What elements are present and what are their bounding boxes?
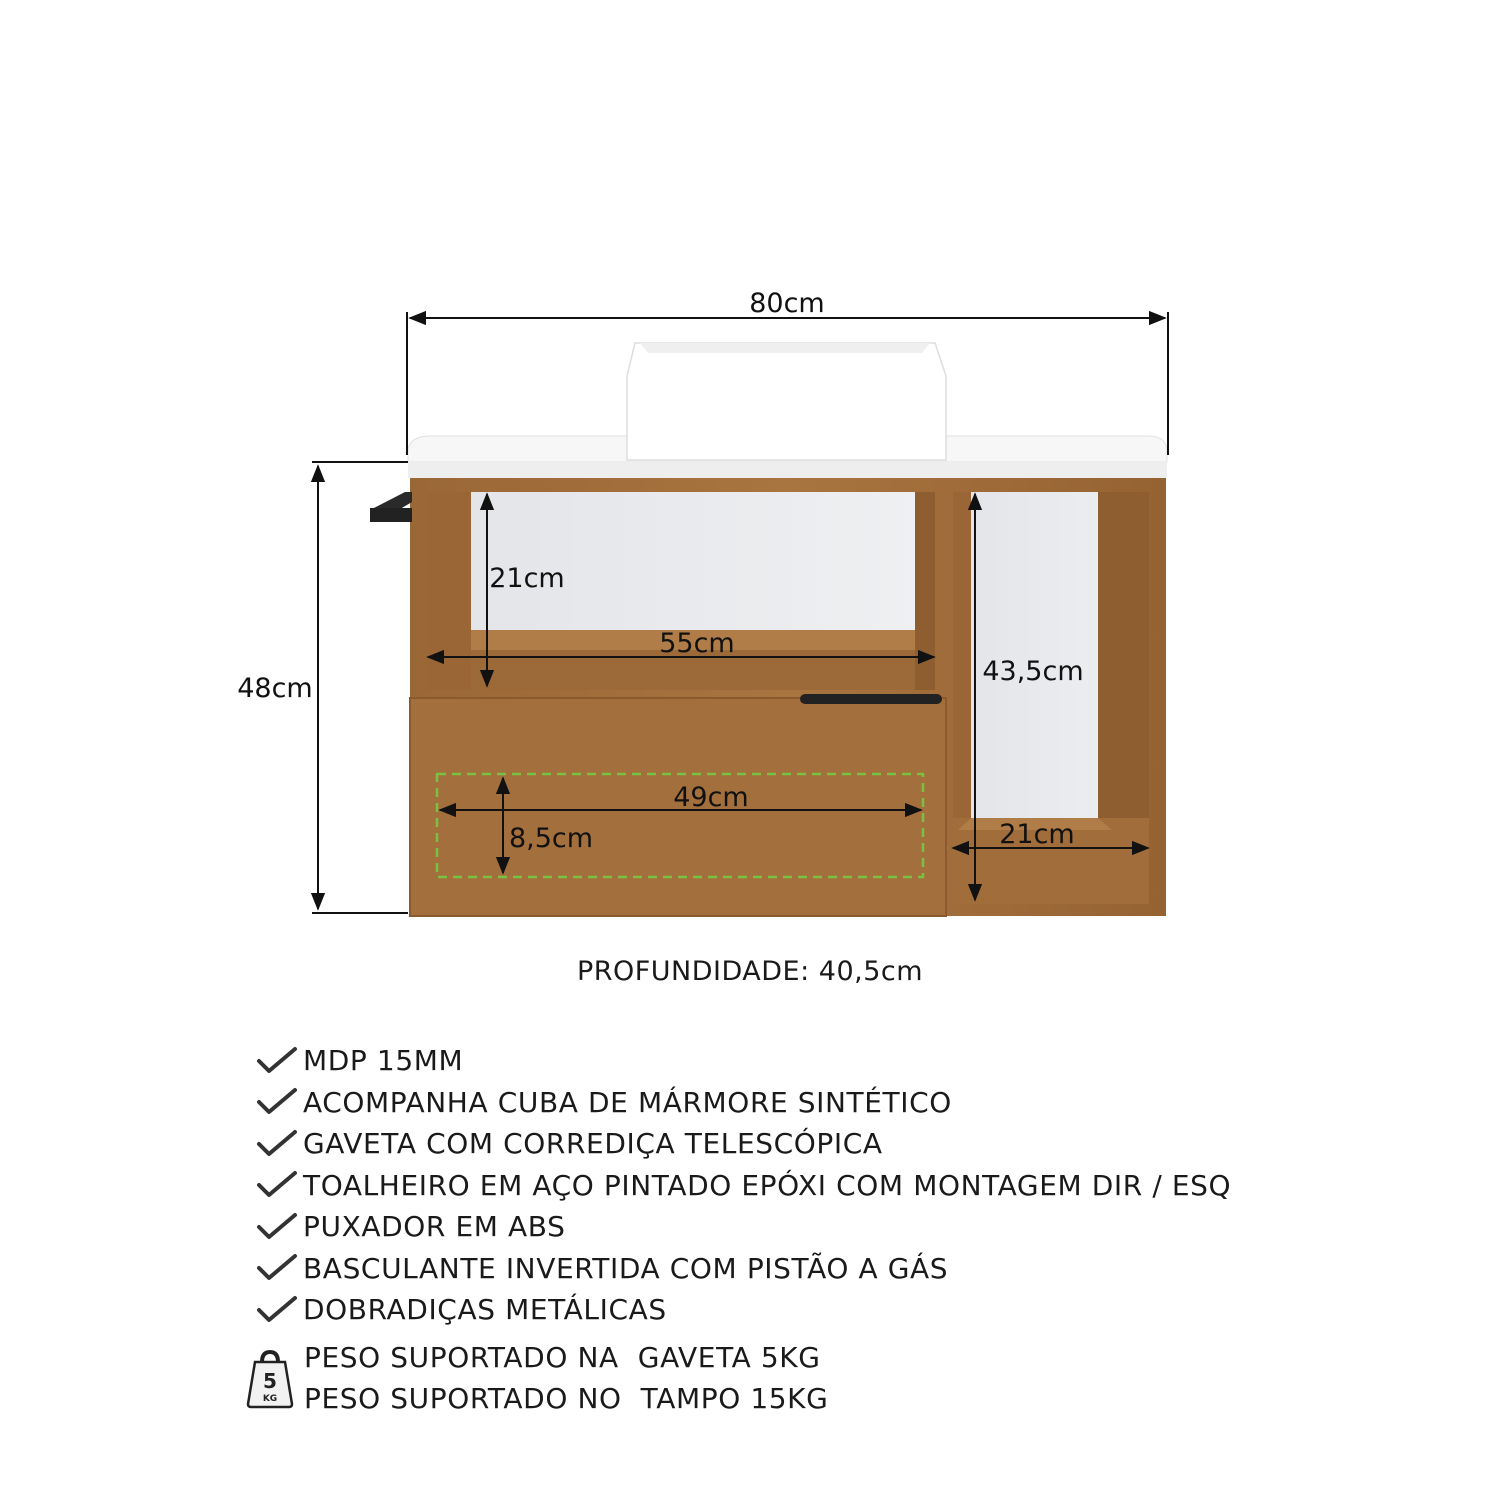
feature-text: GAVETA COM CORREDIÇA TELESCÓPICA (303, 1127, 883, 1161)
check-icon (255, 1170, 299, 1200)
drawer-handle (800, 694, 942, 704)
sink-basin (627, 343, 946, 460)
check-icon (255, 1212, 299, 1242)
check-icon (255, 1295, 299, 1325)
feature-item (255, 1289, 1231, 1331)
width-label: 80cm (749, 288, 825, 319)
side-niche-width-label: 21cm (999, 819, 1075, 850)
feature-text: BASCULANTE INVERTIDA COM PISTÃO A GÁS (303, 1251, 949, 1285)
feature-text: DOBRADIÇAS METÁLICAS (303, 1293, 667, 1327)
feature-text: PUXADOR EM ABS (303, 1210, 566, 1244)
depth-label: PROFUNDIDADE: 40,5cm (576, 956, 924, 987)
niche-height-label: 21cm (489, 563, 565, 594)
top-weight-text: PESO SUPORTADO NO TAMPO 15KG (304, 1382, 829, 1415)
feature-text: ACOMPANHA CUBA DE MÁRMORE SINTÉTICO (303, 1085, 952, 1119)
side-niche-height-label: 43,5cm (982, 656, 1084, 687)
weight-capacity (245, 1337, 828, 1419)
feature-item (255, 1040, 1231, 1082)
svg-text:5: 5 (263, 1369, 277, 1393)
height-label: 48cm (237, 673, 313, 704)
drawer-height-label: 8,5cm (508, 823, 594, 854)
feature-item (255, 1248, 1231, 1290)
check-icon (255, 1046, 299, 1076)
drawer-width-label: 49cm (673, 782, 749, 813)
feature-text: MDP 15MM (303, 1044, 464, 1078)
feature-text: TOALHEIRO EM AÇO PINTADO EPÓXI COM MONTAGEM DIR / ESQ (303, 1168, 1232, 1202)
feature-item (255, 1082, 1231, 1124)
weight-icon (245, 1346, 295, 1410)
feature-item (255, 1206, 1231, 1248)
check-icon (255, 1129, 299, 1159)
check-icon (255, 1253, 299, 1283)
feature-item (255, 1165, 1231, 1207)
feature-item (255, 1123, 1231, 1165)
niche-width-label: 55cm (659, 628, 735, 659)
check-icon (255, 1087, 299, 1117)
drawer-weight-text: PESO SUPORTADO NA GAVETA 5KG (304, 1341, 821, 1374)
towel-rack (370, 492, 412, 522)
svg-text:KG: KG (262, 1394, 278, 1404)
feature-list (255, 1040, 1231, 1331)
